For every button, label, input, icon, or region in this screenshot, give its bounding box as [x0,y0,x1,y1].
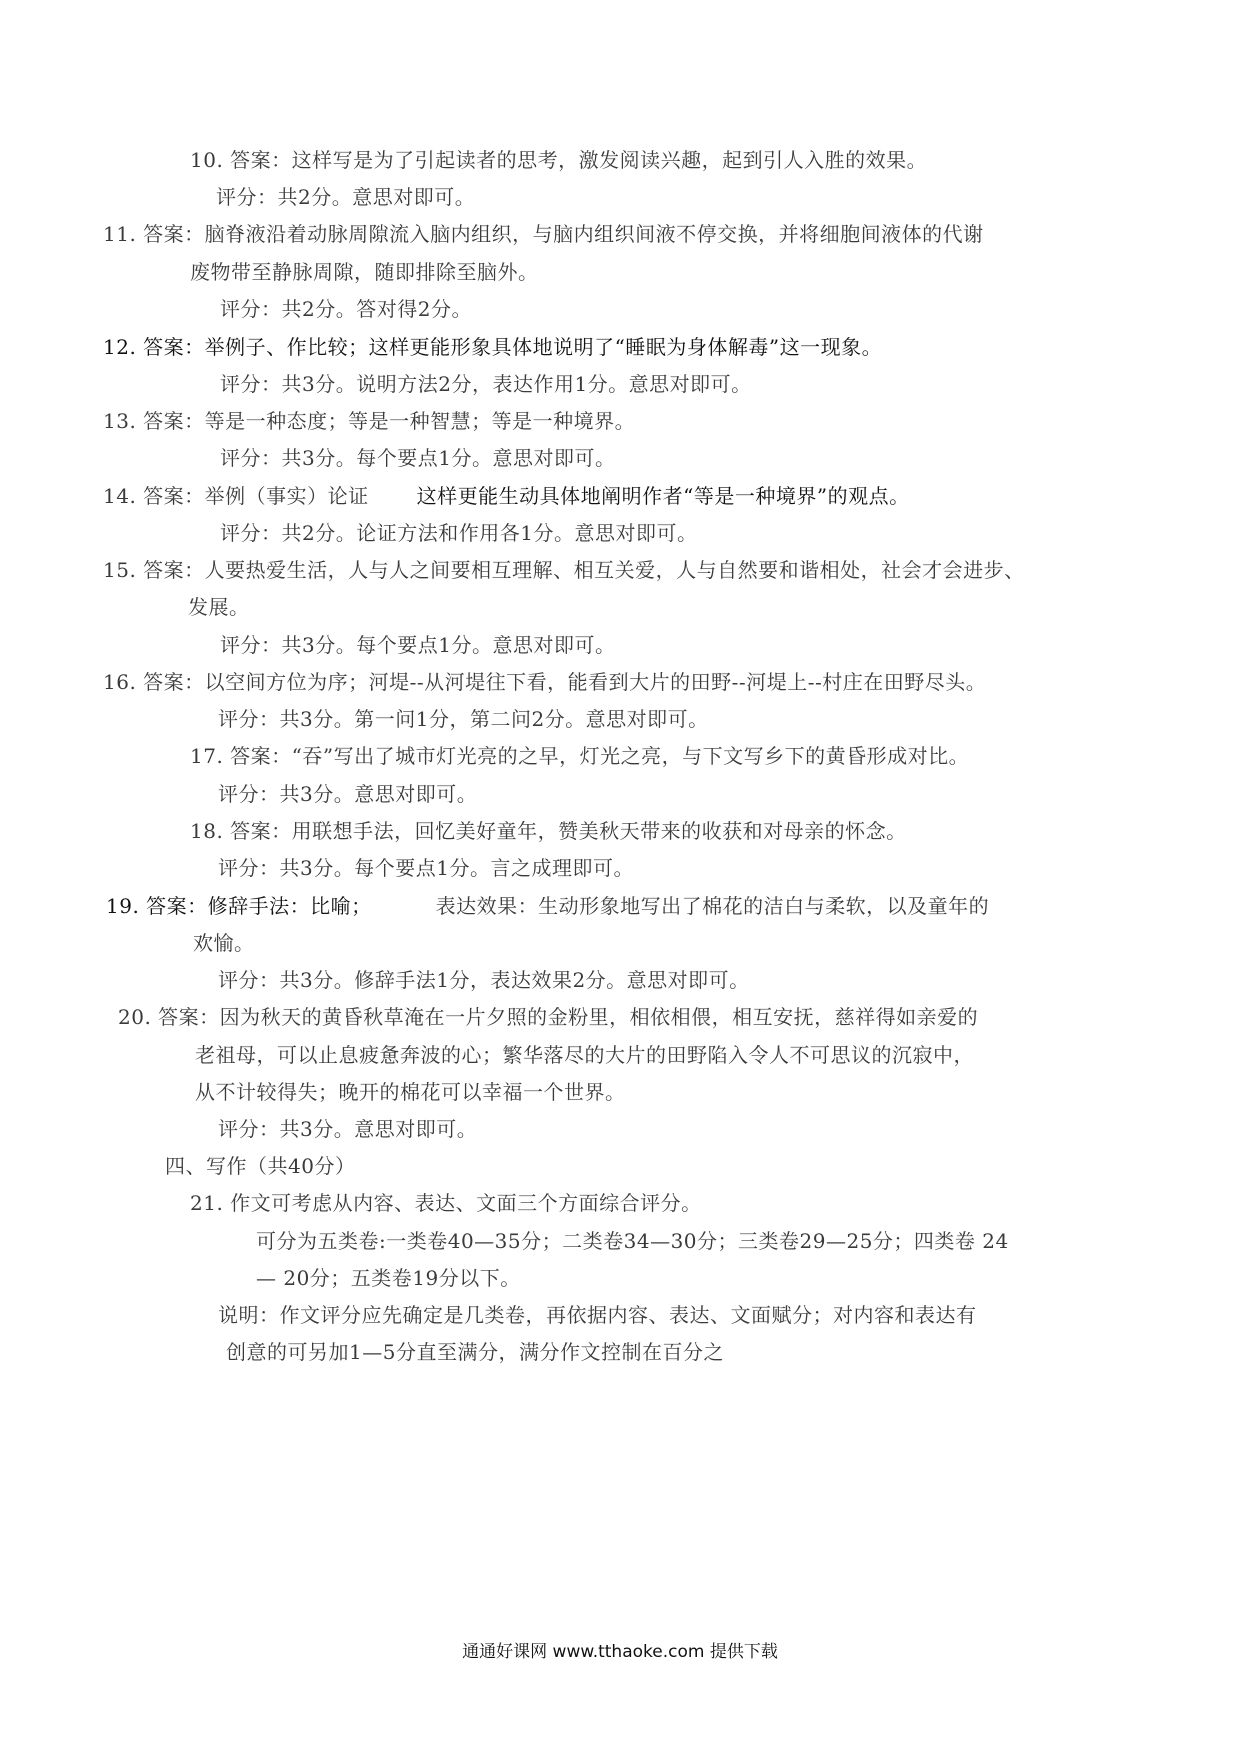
answer-14-method: 14. 答案：举例（事实）论证 [103,484,369,508]
score-18: 评分：共3分。每个要点1分。言之成理即可。 [218,856,634,880]
item-21-note: 说明：作文评分应先确定是几类卷，再依据内容、表达、文面赋分；对内容和表达有 [218,1303,977,1327]
score-13: 评分：共3分。每个要点1分。意思对即可。 [220,446,616,470]
answer-19-effect: 表达效果：生动形象地写出了棉花的洁白与柔软，以及童年的 [435,894,990,918]
answer-19 [106,893,989,919]
answer-19-device: 19. 答案：修辞手法：比喻； [106,894,372,918]
score-19: 评分：共3分。修辞手法1分，表达效果2分。意思对即可。 [218,968,750,992]
answer-11-cont: 废物带至静脉周隙，随即排除至脑外。 [190,260,539,284]
answer-15-cont: 发展。 [188,595,250,619]
answer-12: 12. 答案：举例子、作比较；这样更能形象具体地说明了“睡眠为身体解毒”这一现象。 [103,335,883,359]
answer-19-cont: 欢愉。 [193,931,255,955]
score-16: 评分：共3分。第一问1分，第二问2分。意思对即可。 [218,707,709,731]
section-heading-writing: 四、写作（共40分） [165,1154,356,1178]
answer-20-cont-1: 老祖母，可以止息疲惫奔波的心；繁华落尽的大片的田野陷入令人不可思议的沉寂中， [195,1043,974,1067]
answer-20-cont-2: 从不计较得失；晚开的棉花可以幸福一个世界。 [195,1080,626,1104]
answer-18: 18. 答案：用联想手法，回忆美好童年，赞美秋天带来的收获和对母亲的怀念。 [190,819,907,843]
item-21: 21. 作文可考虑从内容、表达、文面三个方面综合评分。 [190,1191,702,1215]
score-11: 评分：共2分。答对得2分。 [220,297,472,321]
answer-10: 10. 答案：这样写是为了引起读者的思考，激发阅读兴趣，起到引人入胜的效果。 [190,148,928,172]
item-21-grades: 可分为五类卷:一类卷40—35分；二类卷34—30分；三类卷29—25分；四类卷 24 [256,1229,1009,1253]
answer-11: 11. 答案：脑脊液沿着动脉周隙流入脑内组织，与脑内组织间液不停交换，并将细胞间液体的代谢 [103,222,984,246]
score-20: 评分：共3分。意思对即可。 [218,1117,478,1141]
answer-15: 15. 答案：人要热爱生活，人与人之间要相互理解、相互关爱，人与自然要和谐相处，社会才会进步、 [103,558,1025,582]
score-17: 评分：共3分。意思对即可。 [218,782,478,806]
answer-20: 20. 答案：因为秋天的黄昏秋草淹在一片夕照的金粉里，相依相偎，相互安抚，慈祥得如亲爱的 [118,1005,979,1029]
answer-14-effect: 这样更能生动具体地阐明作者“等是一种境界”的观点。 [416,484,910,508]
item-21-note-cont: 创意的可另加1—5分直至满分，满分作文控制在百分之 [226,1340,724,1364]
answer-14 [103,483,910,509]
score-10: 评分：共2分。意思对即可。 [216,185,476,209]
score-12: 评分：共3分。说明方法2分，表达作用1分。意思对即可。 [220,372,752,396]
answer-13: 13. 答案：等是一种态度；等是一种智慧；等是一种境界。 [103,409,636,433]
score-14: 评分：共2分。论证方法和作用各1分。意思对即可。 [220,521,698,545]
item-21-grades-cont: — 20分；五类卷19分以下。 [256,1266,521,1290]
page-footer: 通通好课网 www.tthaoke.com 提供下载 [462,1642,778,1662]
answer-16: 16. 答案：以空间方位为序；河堤--从河堤往下看，能看到大片的田野--河堤上--村庄在田野尽头。 [103,670,987,694]
score-15: 评分：共3分。每个要点1分。意思对即可。 [220,633,616,657]
answer-17: 17. 答案：“吞”写出了城市灯光亮的之早，灯光之亮，与下文写乡下的黄昏形成对比。 [190,744,970,768]
